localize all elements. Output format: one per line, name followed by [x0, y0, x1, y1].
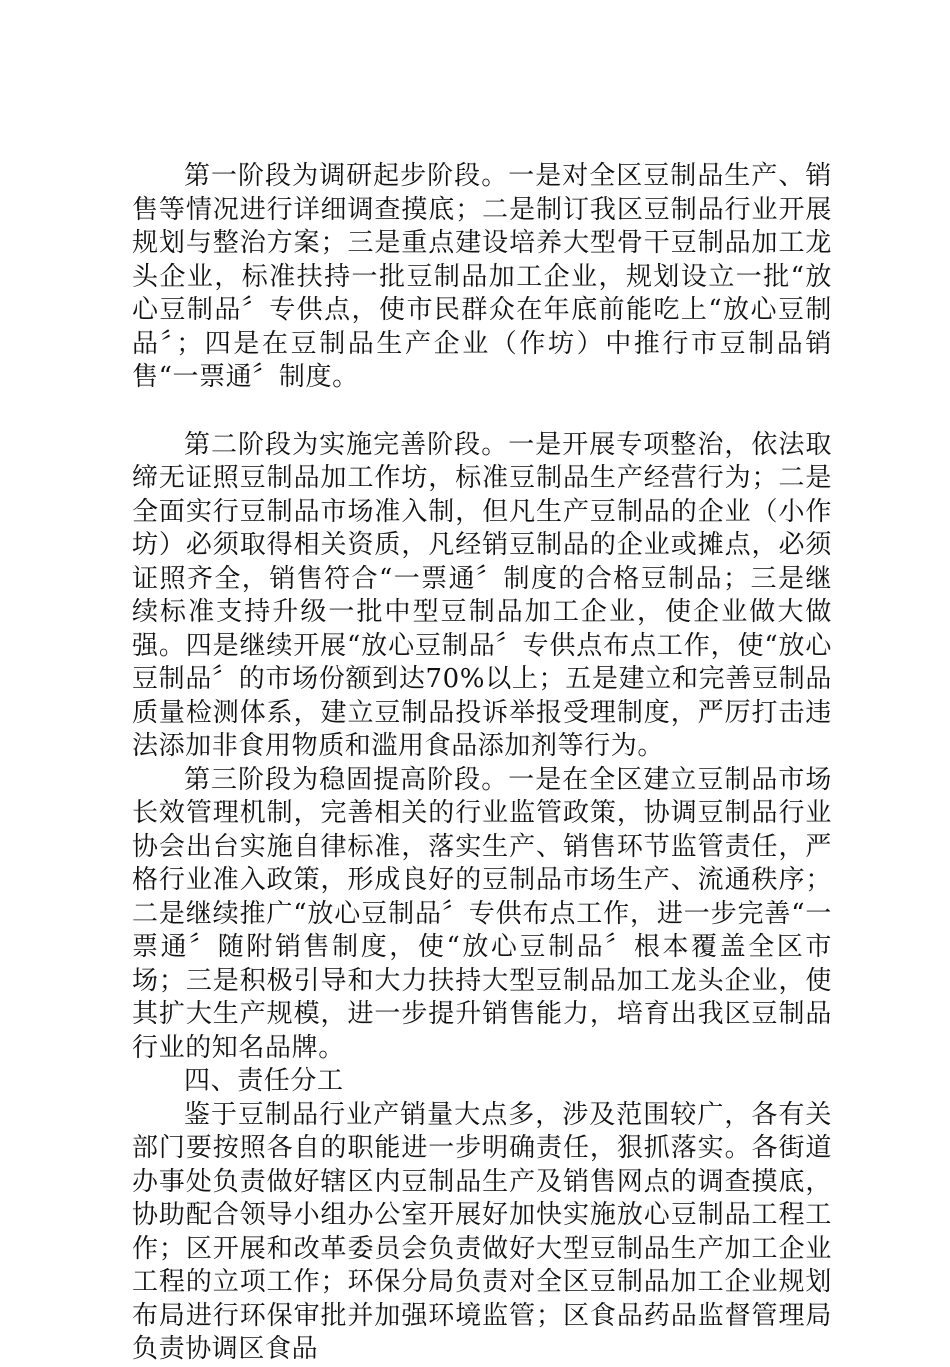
document-page: [132, 160, 832, 1367]
section-heading: 四、责任分工: [184, 1066, 344, 1096]
paragraph-stage-one: 第一阶段为调研起步阶段。一是对全区豆制品生产、销售等情况进行详细调查摸底；二是制订我区豆制品行业开展规划与整治方案；三是重点建设培养大型骨干豆制品加工龙头企业，标准扶持一批豆制品加工企业，规划设立一批“放心豆制品〞专供点，使市民群众在年底前能吃上“放心豆制品〞；四是在豆制品生产企业（作坊）中推行市豆制品销售“一票通〞制度。: [132, 161, 832, 392]
paragraph-stage-three: 第三阶段为稳固提高阶段。一是在全区建立豆制品市场长效管理机制，完善相关的行业监管政策，协调豆制品行业协会出台实施自律标准，落实生产、销售环节监管责任，严格行业准入政策，形成良好的豆制品市场生产、流通秩序；二是继续推广“放心豆制品〞专供布点工作，进一步完善“一票通〞随附销售制度，使“放心豆制品〞根本覆盖全区市场；三是积极引导和大力扶持大型豆制品加工龙头企业，使其扩大生产规模，进一步提升销售能力，培育出我区豆制品行业的知名品牌。: [132, 764, 832, 1063]
paragraph-responsibilities: 鉴于豆制品行业产销量大点多，涉及范围较广，各有关部门要按照各自的职能进一步明确责任，狠抓落实。各街道办事处负责做好辖区内豆制品生产及销售网点的调查摸底，协助配合领导小组办公室开展好加快实施放心豆制品工程工作；区开展和改革委员会负责做好大型豆制品生产加工企业工程的立项工作；环保分局负责对全区豆制品加工企业规划布局进行环保审批并加强环境监管；区食品药品监督管理局负责协调区食品: [132, 1099, 832, 1364]
paragraph-stage-two: 第二阶段为实施完善阶段。一是开展专项整治，依法取缔无证照豆制品加工作坊，标准豆制品生产经营行为；二是全面实行豆制品市场准入制，但凡生产豆制品的企业（小作坊）必须取得相关资质，凡经销豆制品的企业或摊点，必须证照齐全，销售符合“一票通〞制度的合格豆制品；三是继续标准支持升级一批中型豆制品加工企业，使企业做大做强。四是继续开展“放心豆制品〞专供点布点工作，使“放心豆制品〞的市场份额到达70%以上；五是建立和完善豆制品质量检测体系，建立豆制品投诉举报受理制度，严厉打击违法添加非食用物质和滥用食品添加剂等行为。: [132, 429, 832, 761]
